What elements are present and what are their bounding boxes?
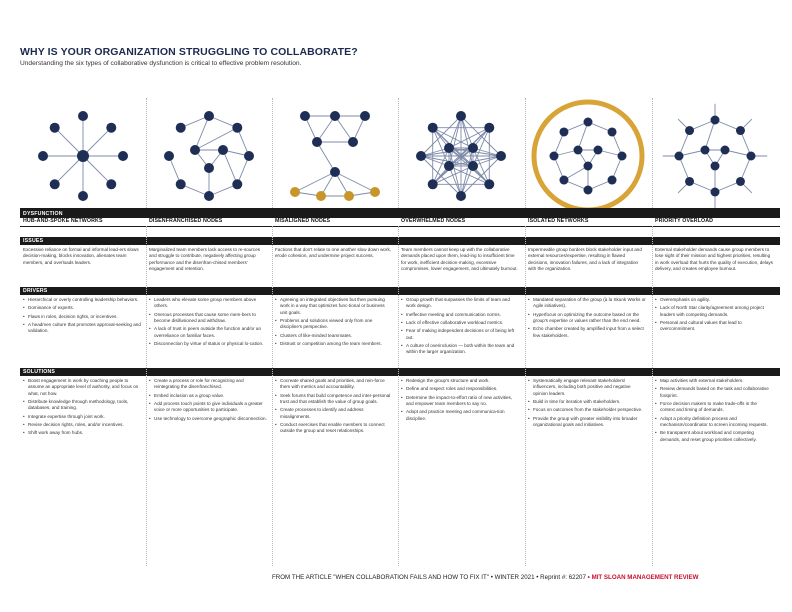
network-node	[711, 188, 720, 197]
driver-item: • Distrust or competition among the team members.	[275, 341, 393, 347]
driver-item: • Group growth that surpasses the limits of team and work design.	[401, 297, 519, 310]
network-node	[550, 152, 559, 161]
issue-text: Team members cannot keep up with the collaborative demands placed upon them, lead-ing to insufficient time for work, inefficient decision-making, excessive compromises, lower engagement, and ultimately burnout.	[401, 247, 518, 271]
drivers-list	[149, 297, 271, 349]
network-node	[77, 150, 89, 162]
drivers-list	[23, 297, 145, 337]
solution-item: • Cocreate shared goals and priorities, and rein-force them with metrics and accountability.	[275, 378, 393, 391]
network-node	[218, 145, 228, 155]
network-node	[584, 186, 593, 195]
network-node	[468, 161, 478, 171]
network-node	[370, 187, 380, 197]
network-node	[330, 111, 340, 121]
solutions-list	[275, 378, 397, 437]
solution-item: • Adopt a priority definition process and mechanism/coordinator to screen incoming requests.	[655, 416, 773, 429]
network-node	[584, 162, 593, 171]
driver-item: • Lack of North Star clarity/agreement among project leaders with competing demands.	[655, 305, 773, 318]
network-node	[78, 191, 88, 201]
footer-reprint: Reprint #: 62207	[540, 574, 586, 581]
driver-item: • Overemphasis on agility.	[655, 297, 773, 303]
footer-credit	[272, 574, 698, 581]
solution-item: • Create a process or role for recognizing and reintegrating the disenfranchised.	[149, 378, 267, 391]
network-node	[176, 123, 186, 133]
column-divider	[652, 98, 653, 208]
solutions-list	[149, 378, 271, 424]
network-node	[204, 191, 214, 201]
driver-item: • Onerous processes that cause some mem-bers to become disillusioned and withdraw.	[149, 312, 267, 325]
solution-item: • Be transparent about workload and competing demands, and reset group priorities collectively.	[655, 430, 773, 443]
network-node	[711, 162, 720, 171]
driver-item: • Disconnection by virtue of status or physical lo-cation.	[149, 341, 267, 347]
solution-item: • Provide the group with greater visibility into broader organizational goals and initiatives.	[528, 416, 646, 429]
row-rule	[20, 226, 780, 227]
driver-item: • Personal and cultural values that lead to overcommitment.	[655, 320, 773, 333]
column-divider	[525, 98, 526, 208]
drivers-list	[655, 297, 777, 335]
network-edge	[705, 120, 715, 150]
solution-item: • Distribute knowledge through methodology, tools, databases, and training.	[23, 399, 141, 412]
network-node	[456, 191, 466, 201]
network-node	[348, 137, 358, 147]
column-divider	[398, 98, 399, 208]
network-node	[360, 111, 370, 121]
network-node	[290, 187, 300, 197]
solution-item: • Create processes to identify and address misalignments.	[275, 407, 393, 420]
solutions-list	[23, 378, 145, 439]
network-node	[736, 177, 745, 186]
network-node	[38, 151, 48, 161]
network-node	[106, 179, 116, 189]
footer-bullet: •	[536, 574, 539, 581]
network-node	[484, 123, 494, 133]
network-edge	[55, 156, 83, 184]
driver-item: • Mandated separation of the group (à la Skunk Works or Agile initiatives).	[528, 297, 646, 310]
solution-item: • Add process touch points to give individuals a greater voice or more opportunities to participate.	[149, 401, 267, 414]
network-node	[244, 151, 254, 161]
solutions-list	[401, 378, 523, 424]
network-edge	[195, 128, 237, 150]
section-bar-issues: ISSUES	[20, 237, 780, 245]
network-node	[685, 126, 694, 135]
network-node	[176, 179, 186, 189]
column-divider	[146, 226, 147, 566]
section-bar-dysfunction: DYSFUNCTION	[20, 210, 780, 218]
network-node	[747, 152, 756, 161]
network-node	[428, 123, 438, 133]
driver-item: • Ineffective meeting and communication norms.	[401, 312, 519, 318]
network-node	[444, 161, 454, 171]
solution-item: • Adopt and practice meeting and communica-tion discipline.	[401, 409, 519, 422]
network-edge	[83, 128, 111, 156]
driver-item: • Hierarchical or overly controlling leadership behaviors.	[23, 297, 141, 303]
network-node	[736, 126, 745, 135]
network-node	[559, 127, 568, 136]
column-divider	[272, 98, 273, 208]
network-illustrations	[20, 98, 780, 208]
network-node	[618, 152, 627, 161]
issue-text: Impermeable group borders block stakeholder input and external resources/expertise, resulting in flawed decisions, innovation failures, and a lack of integration with the organization.	[528, 247, 642, 271]
drivers-list	[528, 297, 650, 341]
solution-item: • Integrate expertise through joint work.	[23, 414, 141, 420]
network-node	[608, 176, 617, 185]
network-node	[344, 191, 354, 201]
column-header: MISALIGNED NODES	[275, 218, 331, 224]
footer-issue: WINTER 2021	[494, 574, 535, 581]
network-node	[316, 191, 326, 201]
network-node	[232, 179, 242, 189]
network-node	[78, 111, 88, 121]
network-node	[721, 146, 730, 155]
network-node	[675, 152, 684, 161]
network-node	[204, 111, 214, 121]
column-header: PRIORITY OVERLOAD	[655, 218, 714, 224]
page-subtitle: Understanding the six types of collaborative dysfunction is critical to effective problem resolution.	[20, 60, 302, 67]
solution-item: • Conduct exercises that enable members to connect outside the group and reset relationships.	[275, 422, 393, 435]
network-node	[468, 143, 478, 153]
driver-item: • Flaws in roles, decision rights, or incentives.	[23, 314, 141, 320]
network-edge	[223, 150, 237, 184]
network-node	[106, 123, 116, 133]
solution-item: • Redesign the group's structure and work.	[401, 378, 519, 384]
column-header: ISOLATED NETWORKS	[528, 218, 589, 224]
network-node	[164, 151, 174, 161]
network-node	[300, 111, 310, 121]
page-title: WHY IS YOUR ORGANIZATION STRUGGLING TO COLLABORATE?	[20, 46, 358, 58]
footer-bullet: •	[490, 574, 493, 581]
network-node	[312, 137, 322, 147]
network-node	[584, 118, 593, 127]
solutions-list	[528, 378, 650, 430]
solution-item: • Revise decision rights, roles, and/or incentives.	[23, 422, 141, 428]
column-divider	[398, 226, 399, 566]
section-bar-solutions: SOLUTIONS	[20, 368, 780, 376]
drivers-list	[275, 297, 397, 349]
network-node	[50, 179, 60, 189]
solution-item: • Systematically engage relevant stakeholders/ influencers, including both positive and negative opinion leaders.	[528, 378, 646, 397]
column-divider	[652, 226, 653, 566]
driver-item: • A lack of trust in peers outside the function and/or an overreliance on familiar faces.	[149, 326, 267, 339]
network-edge	[83, 156, 111, 184]
network-node	[711, 116, 720, 125]
issue-text: External stakeholder demands cause group members to lose sight of their mission and highest priorities, resulting in work overload that hurts the quality of execution, delays delivery, and creates employee burnout.	[655, 247, 773, 271]
network-node	[559, 176, 568, 185]
issue-text: Marginalized team members lack access to re-sources and struggle to contribute, negatively affecting group performance and the disenfran-chised members' engagement and retention.	[149, 247, 261, 271]
column-divider	[272, 226, 273, 566]
solution-item: • Seek forums that build competence and inter-personal trust and that establish the value of group goals.	[275, 393, 393, 406]
network-node	[50, 123, 60, 133]
issue-text: Factions that don't relate to one another slow down work, erode cohesion, and undermine project success.	[275, 247, 392, 259]
column-divider	[146, 98, 147, 208]
driver-item: • Dominance of experts.	[23, 305, 141, 311]
solutions-list	[655, 378, 777, 445]
network-edge	[55, 128, 83, 156]
network-edge	[317, 142, 335, 172]
network-node	[428, 179, 438, 189]
network-node	[685, 177, 694, 186]
network-node	[330, 167, 340, 177]
solution-item: • Force decision makers to make trade-offs in the context and timing of demands.	[655, 401, 773, 414]
driver-item: • A headmen culture that promotes approval-seeking and validation.	[23, 322, 141, 335]
network-node	[701, 146, 710, 155]
driver-item: • Lack of effective collaborative workload metrics.	[401, 320, 519, 326]
solution-item: • Build in time for iteration with stakeholders.	[528, 399, 646, 405]
network-node	[444, 143, 454, 153]
solution-item: • Embed inclusion as a group value.	[149, 393, 267, 399]
driver-item: • Agreeing on integrated objectives but then pursuing work in a way that optimizes func-tional or business unit goals.	[275, 297, 393, 316]
network-node	[190, 145, 200, 155]
driver-item: • Fear of making independent decisions or of being left out.	[401, 328, 519, 341]
network-node	[232, 123, 242, 133]
solution-item: • Use technology to overcome geographic disconnection.	[149, 416, 267, 422]
column-header: HUB-AND-SPOKE NETWORKS	[23, 218, 103, 224]
solution-item: • Focus on outcomes from the stakeholder perspective.	[528, 407, 646, 413]
section-bar-drivers: DRIVERS	[20, 287, 780, 295]
column-header: DISENFRANCHISED NODES	[149, 218, 223, 224]
driver-item: • Hyperfocus on optimizing the outcome based on the group's expertise or values rather than the end need.	[528, 312, 646, 325]
network-node	[574, 146, 583, 155]
network-node	[456, 111, 466, 121]
solution-item: • Map activities with external stakeholders.	[655, 378, 773, 384]
solution-item: • Define and respect roles and responsibilities.	[401, 386, 519, 392]
drivers-list	[401, 297, 523, 358]
network-node	[204, 163, 214, 173]
driver-item: • Echo chamber created by amplified input from a select few stakeholders.	[528, 326, 646, 339]
driver-item: • A culture of overinclusion — both within the team and within the larger organization.	[401, 343, 519, 356]
network-node	[496, 151, 506, 161]
network-node	[608, 127, 617, 136]
solution-item: • Review demands based on the task and collaborative footprint.	[655, 386, 773, 399]
issue-text: Excessive reliance on formal and informal lead-ers slows decision-making, blocks innovation, alienates team members, and overloads leaders.	[23, 247, 139, 265]
network-node	[484, 179, 494, 189]
network-node	[594, 146, 603, 155]
driver-item: • Problems and solutions viewed only from one discipline's perspective.	[275, 318, 393, 331]
network-node	[118, 151, 128, 161]
solution-item: • Determine the impact-to-effort ratio of new activities, and empower team members to say no.	[401, 395, 519, 408]
footer-article: FROM THE ARTICLE "WHEN COLLABORATION FAILS AND HOW TO FIX IT"	[272, 574, 489, 581]
network-node	[416, 151, 426, 161]
column-divider	[525, 226, 526, 566]
footer-bullet: •	[587, 574, 590, 581]
driver-item: • Clusters of like-minded teammates.	[275, 333, 393, 339]
solution-item: • Shift work away from hubs.	[23, 430, 141, 436]
column-header: OVERWHELMED NODES	[401, 218, 466, 224]
driver-item: • Leaders who elevate some group members above others.	[149, 297, 267, 310]
footer-brand: MIT SLOAN MANAGEMENT REVIEW	[591, 574, 699, 581]
solution-item: • Boost engagement in work by coaching people to assume an appropriate level of authority, and focus on what, not how.	[23, 378, 141, 397]
